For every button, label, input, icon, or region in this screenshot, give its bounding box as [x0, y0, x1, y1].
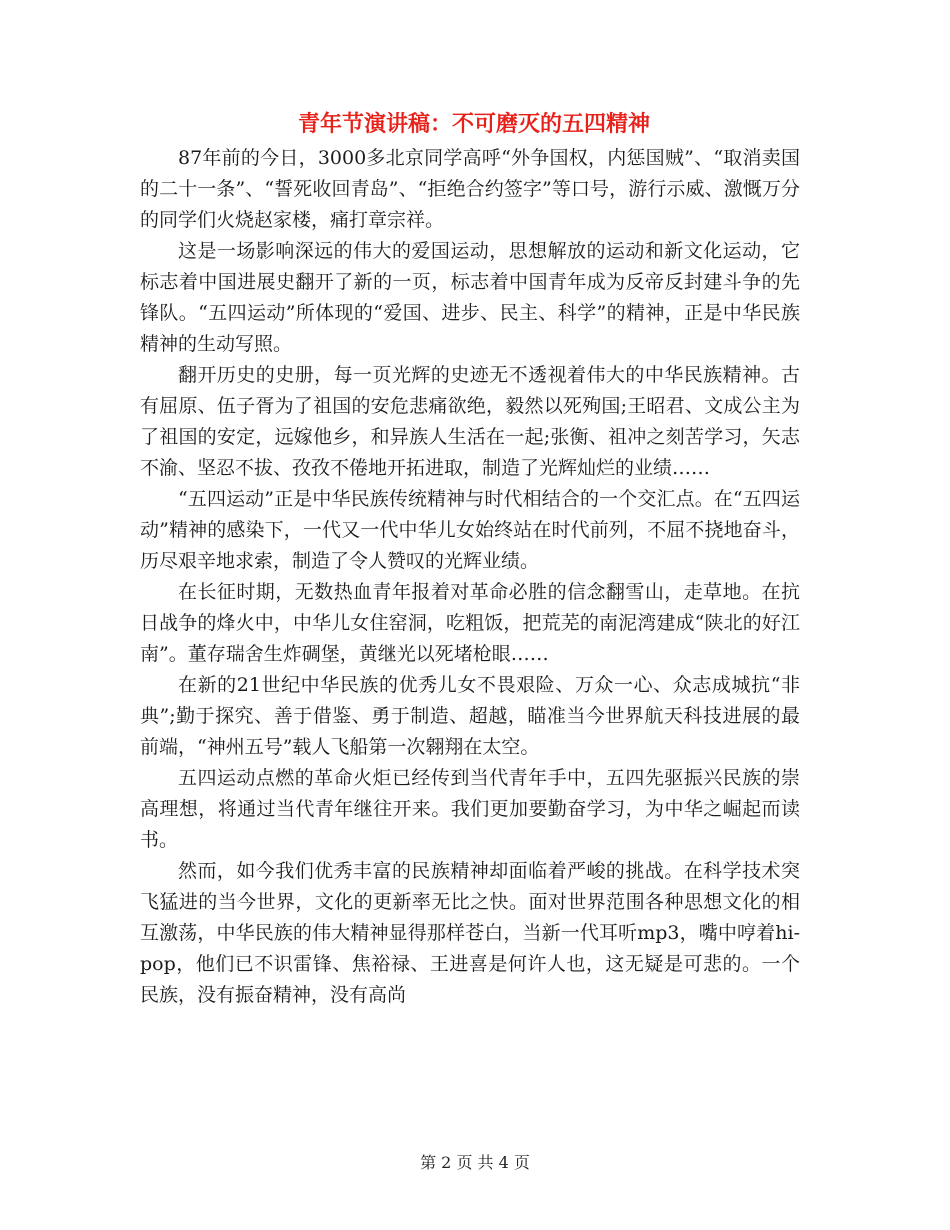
- document-body: [140, 143, 800, 1011]
- paragraph-1: 87年前的今日，3000多北京同学高呼“外争国权，内惩国贼”、“取消卖国的二十一条”、“誓死收回青岛”、“拒绝合约签字”等口号，游行示威、激慨万分的同学们火烧赵家楼，痛打章宗祥。: [140, 147, 800, 231]
- paragraph-3: 翻开历史的史册，每一页光辉的史迹无不透视着伟大的中华民族精神。古有屈原、伍子胥为了祖国的安危悲痛欲绝，毅然以死殉国;王昭君、文成公主为了祖国的安定，远嫁他乡，和异族人生活在一起;张衡、祖冲之刻苦学习，矢志不渝、坚忍不拔、孜孜不倦地开拓进取，制造了光辉灿烂的业绩……: [140, 364, 800, 479]
- paragraph-2: 这是一场影响深远的伟大的爱国运动，思想解放的运动和新文化运动，它标志着中国进展史翻开了新的一页，标志着中国青年成为反帝反封建斗争的先锋队。“五四运动”所体现的“爱国、进步、民主、科学”的精神，正是中华民族精神的生动写照。: [140, 240, 800, 355]
- paragraph-8: 然而，如今我们优秀丰富的民族精神却面临着严峻的挑战。在科学技术突飞猛进的当今世界，文化的更新率无比之快。面对世界范围各种思想文化的相互激荡，中华民族的伟大精神显得那样苍白，当新一代耳听mp3，嘴中哼着hi-pop，他们已不识雷锋、焦裕禄、王进喜是何许人也，这无疑是可悲的。一个民族，没有振奋精神，没有高尚: [140, 860, 800, 1006]
- page-footer: 第 2 页 共 4 页: [420, 1153, 530, 1172]
- paragraph-4: “五四运动”正是中华民族传统精神与时代相结合的一个交汇点。在“五四运动”精神的感染下，一代又一代中华儿女始终站在时代前列，不屈不挠地奋斗，历尽艰辛地求索，制造了令人赞叹的光辉业绩。: [140, 488, 800, 572]
- document-title: 青年节演讲稿：不可磨灭的五四精神: [297, 112, 650, 137]
- paragraph-7: 五四运动点燃的革命火炬已经传到当代青年手中，五四先驱振兴民族的崇高理想，将通过当代青年继往开来。我们更加要勤奋学习，为中华之崛起而读书。: [140, 767, 800, 851]
- paragraph-6: 在新的21世纪中华民族的优秀儿女不畏艰险、万众一心、众志成城抗“非典”;勤于探究、善于借鉴、勇于制造、超越，瞄准当今世界航天科技进展的最前端，“神州五号”载人飞船第一次翱翔在太空。: [140, 674, 800, 758]
- paragraph-5: 在长征时期，无数热血青年报着对革命必胜的信念翻雪山，走草地。在抗日战争的烽火中，中华儿女住窑洞，吃粗饭，把荒芜的南泥湾建成“陕北的好江南”。董存瑞舍生炸碉堡，黄继光以死堵枪眼……: [140, 581, 800, 665]
